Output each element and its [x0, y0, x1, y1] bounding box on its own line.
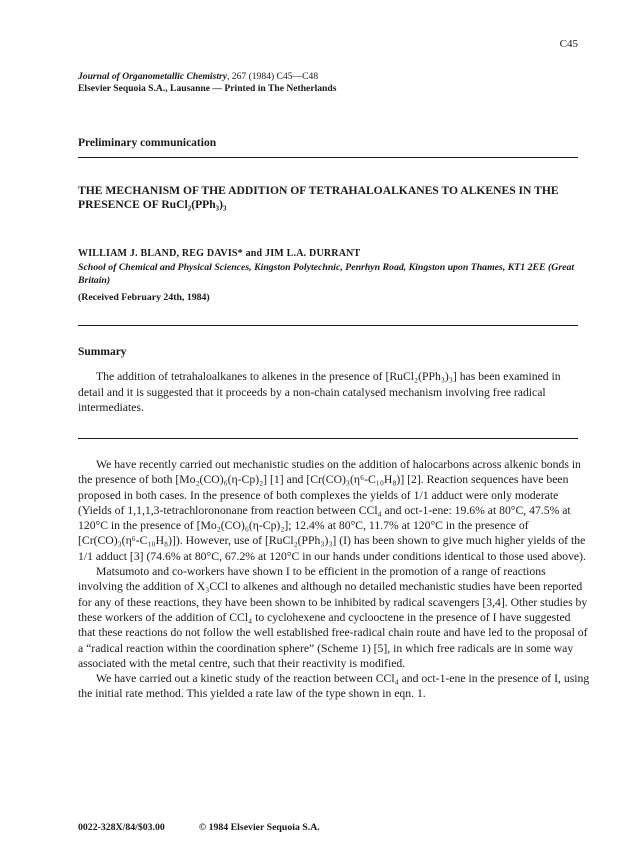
article-title: THE MECHANISM OF THE ADDITION OF TETRAHALOALKANES TO ALKENES IN THE PRESENCE OF RuCl₂(PPh₃)₃ — [78, 184, 559, 211]
journal-volume-pages: , 267 (1984) C45—C48 — [226, 71, 319, 82]
footer-code: 0022-328X/84/$03.00 — [78, 822, 165, 833]
summary-bottom-rule — [78, 438, 578, 439]
page-footer — [78, 822, 320, 833]
journal-header — [78, 71, 336, 95]
footer-copyright: © 1984 Elsevier Sequoia S.A. — [198, 822, 320, 833]
article-body — [78, 457, 590, 702]
journal-name: Journal of Organometallic Chemistry — [78, 71, 227, 82]
summary-top-rule — [78, 325, 578, 326]
journal-citation — [78, 71, 336, 83]
body-paragraph: Matsumoto and co-workers have shown I to be efficient in the promotion of a range of reactions involving the addition of X₃CCl to alkenes and although no detailed mechanistic studies have been reported for any of these reactions, they have been shown to be inhibited by radical scavengers [3,4]. Other studies by these workers of the addition of CCl₄ to cyclohexene and cyclooctene in the presence of I have suggested that these reactions do not follow the well established free-radical chain route and have led to the proposal of a “radical reaction within the coordination sphere” (Scheme 1) [5], in which free radicals are in some way associated with the metal centre, such that their reactivity is modified. — [78, 565, 588, 670]
authors: WILLIAM J. BLAND, REG DAVIS* and JIM L.A. DURRANT — [78, 248, 361, 259]
section-label: Preliminary communication — [78, 137, 217, 149]
page-number: C45 — [559, 38, 578, 50]
received-date: (Received February 24th, 1984) — [78, 292, 210, 303]
journal-publisher: Elsevier Sequoia S.A., Lausanne — Printed in The Netherlands — [78, 83, 337, 94]
abstract: The addition of tetrahaloalkanes to alkenes in the presence of [RuCl₂(PPh₃)₃] has been examined in detail and it is suggested that it proceeds by a non-chain catalysed mechanism involving free radical intermediates. — [78, 370, 561, 414]
body-paragraph: We have recently carried out mechanistic studies on the addition of halocarbons across alkenic bonds in the presence of both [Mo₂(CO)₆(η-Cp)₂] [1] and [Cr(CO)₃(η⁶-C₁₀H₈)] [2]. Reaction sequences have been proposed in both cases. In the presence of both complexes the yields of 1/1 adduct were only moderate (Yields of 1,1,1,3-tetrachlorononane from reaction between CCl₄ and oct-1-ene: 19.6% at 80°C, 47.5% at 120°C in the presence of [Mo₂(CO)₆(η-Cp)₂]; 12.4% at 80°C, 11.7% at 120°C in the presence of [Cr(CO)₃(η⁶-C₁₀H₈)]). However, use of [RuCl₂(PPh₃)₃] (I) has been shown to give much higher yields of the 1/1 adduct [3] (74.6% at 80°C, 67.2% at 120°C in our hands under conditions identical to those used above). — [78, 458, 586, 563]
header-rule — [78, 157, 578, 158]
affiliation: School of Chemical and Physical Sciences, Kingston Polytechnic, Penrhyn Road, Kingston upon Thames, KT1 2EE (Great Britain) — [78, 262, 575, 286]
body-paragraph: We have carried out a kinetic study of the reaction between CCl₄ and oct-1-ene in the presence of I, using the initial rate method. This yielded a rate law of the type shown in eqn. 1. — [78, 672, 590, 701]
summary-heading: Summary — [78, 346, 127, 358]
